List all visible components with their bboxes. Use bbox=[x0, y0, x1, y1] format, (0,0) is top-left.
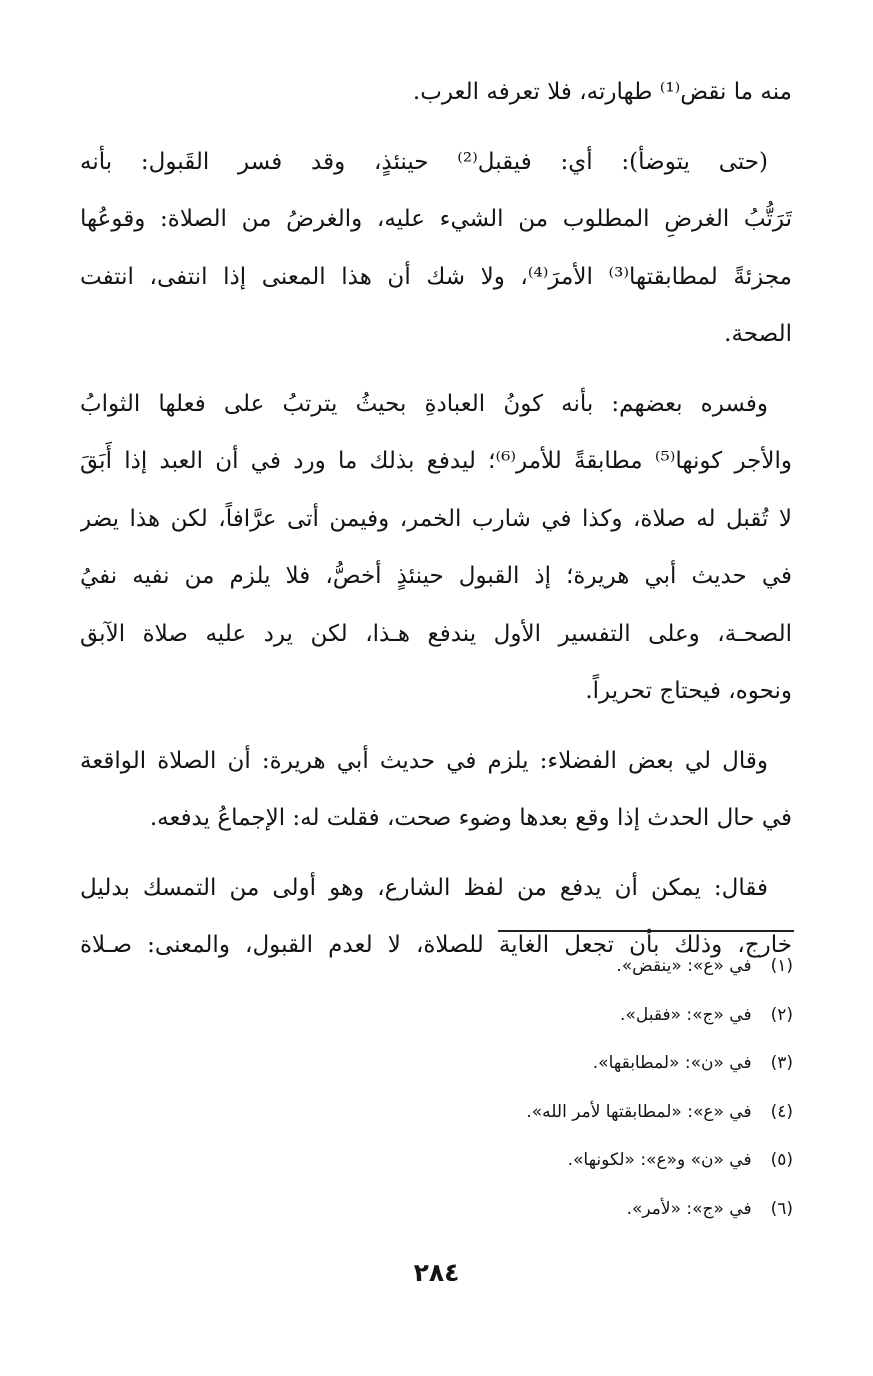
footnote-number: (٥) bbox=[770, 1150, 793, 1170]
paragraph-3-line-6: ونحوه، فيحتاج تحريراً. bbox=[585, 678, 792, 704]
paragraph-1 bbox=[80, 64, 792, 122]
footnote-number: (٤) bbox=[770, 1101, 793, 1122]
footnote-text: في «ن»: «لمطابقها». bbox=[592, 1053, 752, 1073]
paragraph-1-line-1: منه ما نقض⁽¹⁾ طهارته، فلا تعرفه العرب. bbox=[412, 79, 792, 105]
footnote-number: (٦) bbox=[770, 1198, 793, 1219]
page-number: ٢٨٤ bbox=[413, 1258, 460, 1287]
footnotes bbox=[373, 948, 793, 1239]
footnote-text: في «ع»: «ينقض». bbox=[616, 956, 752, 976]
paragraph-4 bbox=[80, 733, 792, 848]
page-body bbox=[80, 64, 792, 987]
footnote-text: في «ن» و«ع»: «لكونها». bbox=[567, 1150, 752, 1170]
paragraph-3-line-5: الصحـة، وعلى التفسير الأول يندفع هـذا، لكن يرد عليه صلاة الآبق bbox=[80, 620, 792, 647]
footnote-6 bbox=[373, 1191, 793, 1240]
paragraph-5-line-1: فقال: يمكن أن يدفع من لفظ الشارع، وهو أولى من التمسك بدليل bbox=[80, 874, 768, 901]
footnote-number: (١) bbox=[770, 956, 793, 976]
paragraph-2-line-1: (حتى يتوضأ): أي: فيقبل⁽²⁾ حينئذٍ، وقد فسر القَبول: بأنه bbox=[80, 148, 768, 175]
paragraph-2 bbox=[80, 134, 792, 364]
paragraph-3 bbox=[80, 376, 792, 721]
footnote-number: (٢) bbox=[770, 1004, 793, 1025]
paragraph-2-line-2: تَرَتُّبُ الغرضِ المطلوب من الشيء عليه، والغرضُ من الصلاة: وقوعُها bbox=[80, 206, 792, 232]
paragraph-4-line-1: وقال لي بعض الفضلاء: يلزم في حديث أبي هريرة: أن الصلاة الواقعة bbox=[80, 747, 768, 774]
footnote-text: في «ج»: «فقبل». bbox=[620, 1004, 752, 1025]
footnote-text: في «ع»: «لمطابقتها لأمر الله». bbox=[526, 1101, 752, 1122]
footnote-text: في «ج»: «لأمر». bbox=[626, 1198, 752, 1219]
paragraph-3-line-1: وفسره بعضهم: بأنه كونُ العبادةِ بحيثُ يترتبُ على فعلها الثوابُ bbox=[80, 390, 768, 417]
paragraph-3-line-3: لا تُقبل له صلاة، وكذا في شارب الخمر، وفيمن أتى عرَّافاً، لكن هذا يضر bbox=[80, 505, 792, 532]
footnote-5 bbox=[373, 1142, 793, 1191]
paragraph-3-line-4: في حديث أبي هريرة؛ إذ القبول حينئذٍ أخصُّ، فلا يلزم من نفيه نفيُ bbox=[80, 563, 792, 589]
paragraph-5-line-2: خارج، وذلك بأن تجعل الغاية للصلاة، لا لعدم القبول، والمعنى: صـلاة bbox=[80, 932, 792, 958]
paragraph-2-line-4: الصحة. bbox=[724, 321, 792, 347]
footnote-4 bbox=[373, 1094, 793, 1143]
footnote-1 bbox=[373, 948, 793, 997]
footnote-number: (٣) bbox=[770, 1053, 793, 1073]
footnote-divider bbox=[498, 930, 794, 932]
paragraph-3-line-2: والأجر كونها⁽⁵⁾ مطابقةً للأمر⁽⁶⁾؛ ليدفع بذلك ما ورد في أن العبد إذا أَبَقَ bbox=[80, 448, 792, 474]
paragraph-4-line-2: في حال الحدث إذا وقع بعدها وضوء صحت، فقلت له: الإجماعُ يدفعه. bbox=[149, 805, 792, 831]
footnote-2 bbox=[373, 997, 793, 1046]
paragraph-2-line-3: مجزئةً لمطابقتها⁽³⁾ الأمرَ⁽⁴⁾، ولا شك أن هذا المعنى إذا انتفى، انتفت bbox=[80, 263, 792, 290]
footnote-3 bbox=[373, 1045, 793, 1094]
